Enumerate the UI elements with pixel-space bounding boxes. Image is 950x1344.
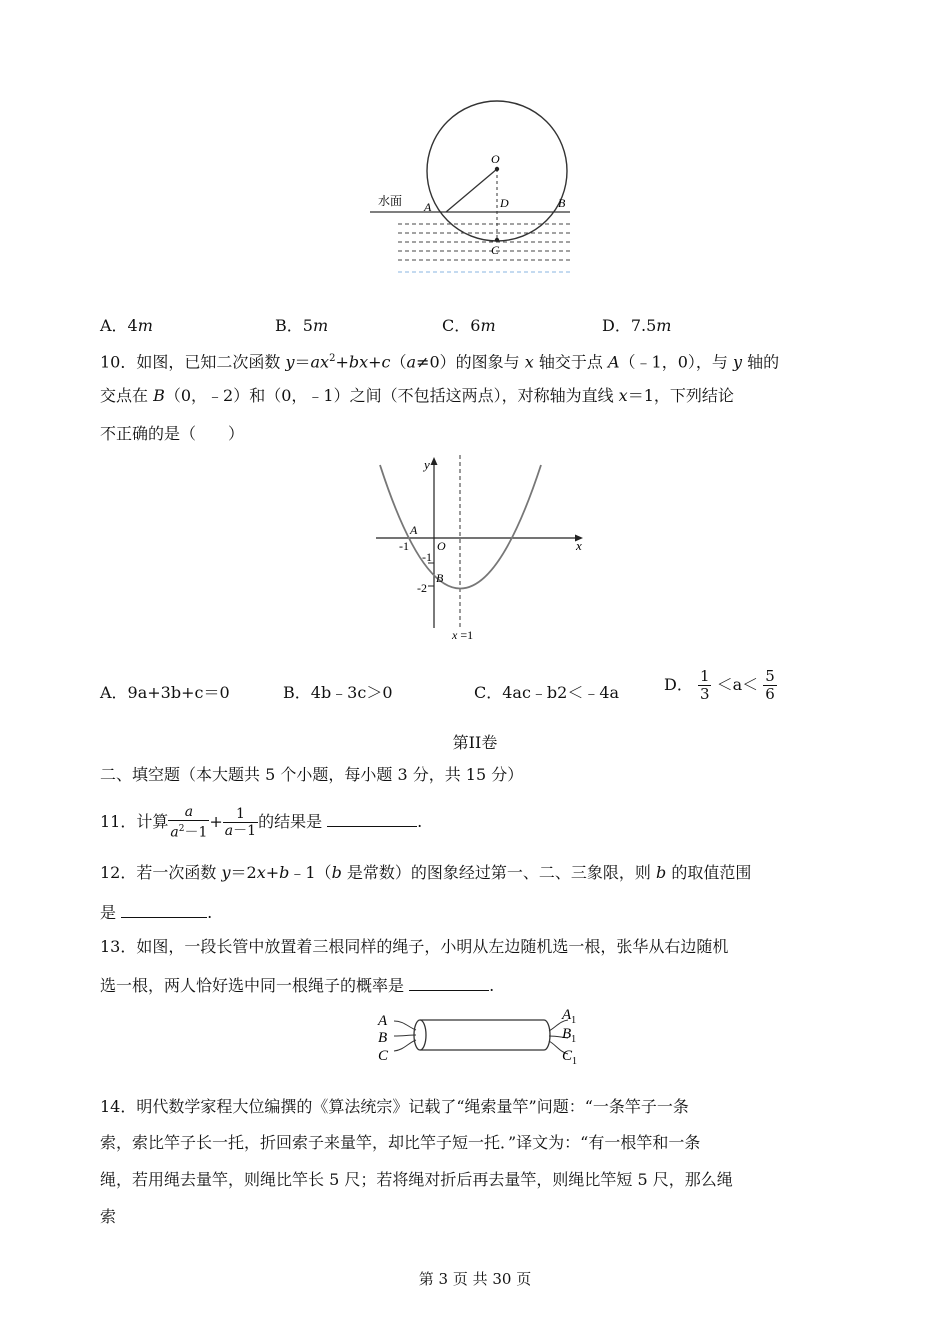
point-b-label: B [436,571,444,585]
label-b: B [558,196,566,210]
q12-line2: 是 . [100,903,213,922]
y-axis-label: y [424,457,430,472]
q10-line2: 交点在 B（0，﹣2）和（0，﹣1）之间（不包括这两点），对称轴为直线 x＝1，下列结论 [100,386,734,405]
q10-line1: 10．如图，已知二次函数 $y=ax^2+bx+c(a\ne 0)$的图象与 x 轴交于点 A（﹣1，0），与 y 轴的 [100,352,780,372]
q10-option-b: B．4b﹣3c＞0 [283,683,393,702]
q12-line1: 12．若一次函数 y＝2x+b﹣1（b 是常数）的图象经过第一、二、三象限，则 b 的取值范围 [100,863,752,882]
q13-line1: 13．如图，一段长管中放置着三根同样的绳子，小明从左边随机选一根，张华从右边随机 [100,937,729,956]
q10-option-d: D． $\frac{1}{3}$ ＜a＜ $\frac{5}{6}$ [664,667,775,703]
rope-label-c1: $C_1$ [562,1048,578,1067]
q9-option-d: D．7.5m [602,316,672,335]
origin-label: O [437,539,446,553]
x-tick-minus1-label: -1 [399,539,409,553]
y-axis-arrow [431,457,438,465]
x-axis-label: x [576,538,582,553]
tube-figure [372,1005,587,1073]
rope-label-a: A [378,1013,388,1029]
page-footer: 第 3 页 共 30 页 [418,1270,532,1288]
water-lines [398,224,570,260]
q10-option-c: C．4ac﹣b2＜﹣4a [474,683,620,702]
q13-answer-blank[interactable] [409,974,489,991]
circle-water-figure [370,95,585,280]
q14-line2: 索，索比竿子长一托，折回索子来量竿，却比竿子短一托．”译文为：“有一根竿和一条 [100,1133,701,1152]
rope-label-b1: $B_1$ [562,1026,577,1045]
q14-line3: 绳，若用绳去量竿，则绳比竿长 5 尺；若将绳对折后再去量竿，则绳比竿短 5 尺，那么绳 [100,1170,733,1189]
q14-line1: 14．明代数学家程大位编撰的《算法统宗》记载了“绳索量竿”问题：“一条竿子一条 [100,1097,689,1116]
q10-line3: 不正确的是（ ） [100,424,245,443]
radius-oa [446,169,497,212]
part2-heading: 二、填空题（本大题共 5 个小题，每小题 3 分，共 15 分） [100,765,524,784]
y-tick-minus2-label: -2 [417,581,427,595]
y-tick-minus1-label: -1 [422,550,432,564]
parabola-figure [370,450,595,648]
q9-option-c: C．6m [442,316,496,335]
q11: 11．计算 $\frac{a}{a^2-1}$ + $\frac{1}{a-1}$ 的结果是 . [100,804,423,841]
rope-label-a1: $A_1$ [562,1007,577,1026]
rope-label-b: B [378,1030,388,1046]
tube-right-end [544,1020,550,1050]
water-label: 水面 [378,194,403,208]
q13-line2: 选一根，两人恰好选中同一根绳子的概率是 . [100,976,495,995]
q12-answer-blank[interactable] [121,901,207,918]
q9-option-b: B．5m [275,316,329,335]
label-o: O [491,152,500,166]
point-o [495,167,499,171]
q11-answer-blank[interactable] [327,810,417,827]
q14-line4: 索 [100,1207,117,1226]
q9-option-a: A．4m [100,316,153,335]
rope-label-c: C [378,1048,389,1064]
label-d: D [500,196,509,210]
q10-option-a: A．9a+3b+c＝0 [100,683,230,702]
symmetry-axis-label: x =1 [452,628,474,642]
point-a-label: A [410,523,418,537]
label-a: A [424,200,432,214]
section-title: 第II卷 [452,733,498,752]
label-c: C [491,243,500,257]
